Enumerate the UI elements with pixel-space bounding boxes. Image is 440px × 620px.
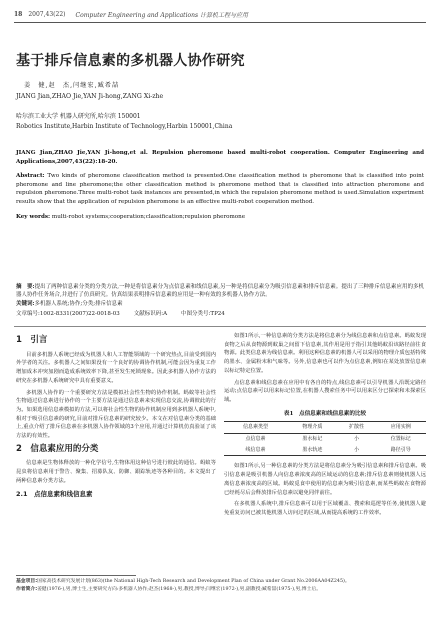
footnote-label: 作者简介: xyxy=(16,586,38,592)
left-column xyxy=(16,332,216,502)
citation xyxy=(16,149,424,166)
header-rule xyxy=(14,22,426,23)
paragraph: 在多机器人系统中,排斥信息素可以用于区域覆盖、搜索和巡逻等任务,使机器人避免重复访问已被其他机器人访问过的区域,从而提高系统的工作效率。 xyxy=(224,501,426,516)
keywords-en-label: Key words: xyxy=(16,213,51,220)
authors-cn: 姜 健,赵 杰,闫继宏,臧希喆 xyxy=(24,82,120,89)
table-cell: 点信息素 xyxy=(245,436,266,443)
table-header-cell: 信息素类型 xyxy=(243,424,269,431)
table-cell: 位置标记 xyxy=(390,436,411,443)
clc-number: 中图分类号:TP24 xyxy=(181,311,225,318)
english-front-matter xyxy=(16,149,424,227)
section-heading: 2 信息素应用的分类 xyxy=(16,443,99,454)
page-number: 18 xyxy=(14,10,23,18)
footnote-author xyxy=(16,586,424,594)
keywords-cn-text: 多机器人系统;协作;分类;排斥信息素 xyxy=(34,300,123,307)
paper-title: 基于排斥信息素的多机器人协作研究 xyxy=(16,53,245,69)
table-header-cell: 应用实例 xyxy=(390,424,411,431)
abstract-en xyxy=(16,172,424,206)
table-cell: 小 xyxy=(354,446,360,453)
footnote-funding xyxy=(16,578,424,586)
issue-info: 2007,43(22) xyxy=(28,10,66,18)
table-cell: 小 xyxy=(354,436,360,443)
table-cell: 线信息素 xyxy=(245,446,266,453)
paragraph: 信息素是生物体释放的一种化学信号,生物体用这种信号进行彼此的通信。蚂蚁等昆虫将信息素用于警告、聚集、招募队友、防御、跟踪轨迹等各种目的。本文提出了两种信息素分类方法。 xyxy=(16,460,216,484)
footnotes xyxy=(16,578,424,593)
paragraph: 多机器人协作的一个重要研究方法是模拟社会性生物的协作机制。蚂蚁等社会性生物通过信息素进行协作的一个主要方法是通过信息素来实现信息交流,协调彼此的行为。如果选用信息素模拟的方法,可以将社会性生物的协作机制应用到多机器人系统中,相对于吸引信息素的研究,目前对排斥信息素的研究较少。本文在对信息素分类的基础上,重点介绍了排斥信息素在多机器人协作领域的3个应用,并通过计算机仿真验证了该方法的有效性。 xyxy=(16,389,216,440)
citation-authors: JIANG Jian,ZHAO Jie,YAN Ji-hong,et al. xyxy=(16,150,148,156)
table-header-row xyxy=(224,422,426,434)
footnote-text: 姜健(1976-),男,博士生,主要研究方向:多机器人协作;赵杰(1968-),男,教授,博导;闫继宏(1972-),男,副教授;臧希喆(1975-),男,博士后。 xyxy=(37,586,321,592)
section-heading: 1 引言 xyxy=(16,335,48,345)
keywords-en xyxy=(16,213,424,222)
article-meta xyxy=(16,310,424,318)
table-cell: 墨水轨迹 xyxy=(302,446,323,453)
abstract-cn-label: 摘 要: xyxy=(16,284,35,290)
abstract-en-label: Abstract: xyxy=(16,173,45,180)
keywords-cn xyxy=(16,300,424,308)
table-row xyxy=(224,434,426,445)
keywords-cn-label: 关键词: xyxy=(16,300,35,307)
table-row xyxy=(224,445,426,456)
affiliation-en: Robotics Institute,Harbin Institute of Technology,Harbin 150001,China xyxy=(16,123,233,130)
chinese-abstract-block xyxy=(16,283,424,319)
document-code: 文献标识码:A xyxy=(133,311,168,318)
footnote-rule xyxy=(16,575,136,576)
table-cell: 路径引导 xyxy=(390,446,411,453)
subsection-heading: 2.1 点信息素和线信息素 xyxy=(16,489,93,498)
table-cell: 墨水标记 xyxy=(302,436,323,443)
paragraph: 如图1所示,一种信息素的分类方法是将信息素分为线信息素和点信息素。蚂蚁发现食物之后从食物源到蚁巢之间留下信息素,其作用是用于指引其他蚂蚁沿该路径前往食物源。此类信息素为线信息素。利用这种信息素的机器人可以采用的物理介质包括特殊的墨水、金属粉末和气味等。另外,信息素也可以作为点信息素,例如在某处放置信息素以标记特定位置。 xyxy=(224,333,426,374)
footnote-text: 国家高技术研究发展计划(863)(the National High-Tech Research and Development Plan of China under Grant No.2006AA04Z245)。 xyxy=(37,579,350,584)
abstract-cn-text: 提出了两种信息素分类的分类方法,一种是将信息素分为点信息素和线信息素,另一种是将信息素分为吸引信息素和排斥信息素。提出了三种排斥信息素应用的多机器人协作任务场合,并进行了仿真研究。仿真结果表明排斥信息素的应用是一种有效的多机器人协作方法。 xyxy=(16,284,424,299)
paragraph: 如图1所示,另一种信息素的分类方法是将信息素分为吸引信息素和排斥信息素。吸引信息素是吸引机器人向信息素浓度高的区域运动的信息素;排斥信息素则使机器人远离信息素浓度高的区域。蚂蚁觅食中使用的信息素为吸引信息素,而某些蚂蚁在食物源已经耗尽后会释放排斥信息素以避免同伴前往。 xyxy=(224,463,426,496)
abstract-en-text: Two kinds of pheromone classification method is presented.One classification method is pheromone that is classified into point pheromone and line pheromone;the other classification method is pheromone method that is classified into attraction pheromone and repulsion pheromone.Three multi-robot task instances are presented,in which the repulsion pheromone method is used.Simulation experiment results show that the application of repulsion pheromone is an effective multi-robot cooperation method. xyxy=(16,173,425,205)
paragraph: 目前多机器人系统已经成为机器人和人工智能领域的一个研究热点,目前受到国内外学者的关注。多机器人之间如果没有一个良好的协调协作机制,可能会因为重复工作增加成本冲突加剧而造成系统效率下降,甚至发生死锁现象。因此多机器人协作方法的研究在多机器人系统研究中具有重要意义。 xyxy=(16,351,216,384)
right-column xyxy=(224,332,426,521)
footnote-label: 基金项目: xyxy=(16,579,38,584)
paragraph: 点信息素和线信息素在应用中有各自的特点,线信息素可以引导机器人沿既定路径运动;点信息素可以用来标记位置,在机器人搜索任务中可以用来区分已探索和未探索区域。 xyxy=(224,379,426,403)
table-caption: 表1 点信息素和线信息素的比较 xyxy=(283,410,367,417)
article-number: 文章编号:1002-8331(2007)22-0018-03 xyxy=(16,311,120,318)
citation-title: Repulsion pheromone based multi-robot cooperation. xyxy=(152,150,330,156)
authors-en: JIANG Jian,ZHAO Jie,YAN Ji-hong,ZANG Xi-zhe xyxy=(16,93,164,100)
section-rule xyxy=(14,326,426,327)
table-header-cell: 物理介质 xyxy=(302,424,323,431)
table-header-cell: 扩散性 xyxy=(349,424,365,431)
keywords-en-text: multi-robot systems;cooperation;classification;repulsion pheromone xyxy=(51,213,246,220)
running-header xyxy=(14,8,426,20)
journal-name: Computer Engineering and Applications 计算机工程与应用 xyxy=(75,11,248,19)
citation-source: Computer Engineering and Applications,2007,43(22):18-20. xyxy=(16,150,424,165)
comparison-table xyxy=(224,421,426,456)
affiliation-cn: 哈尔滨工业大学 机器人研究所,哈尔滨 150001 xyxy=(16,113,141,120)
abstract-cn xyxy=(16,283,424,300)
